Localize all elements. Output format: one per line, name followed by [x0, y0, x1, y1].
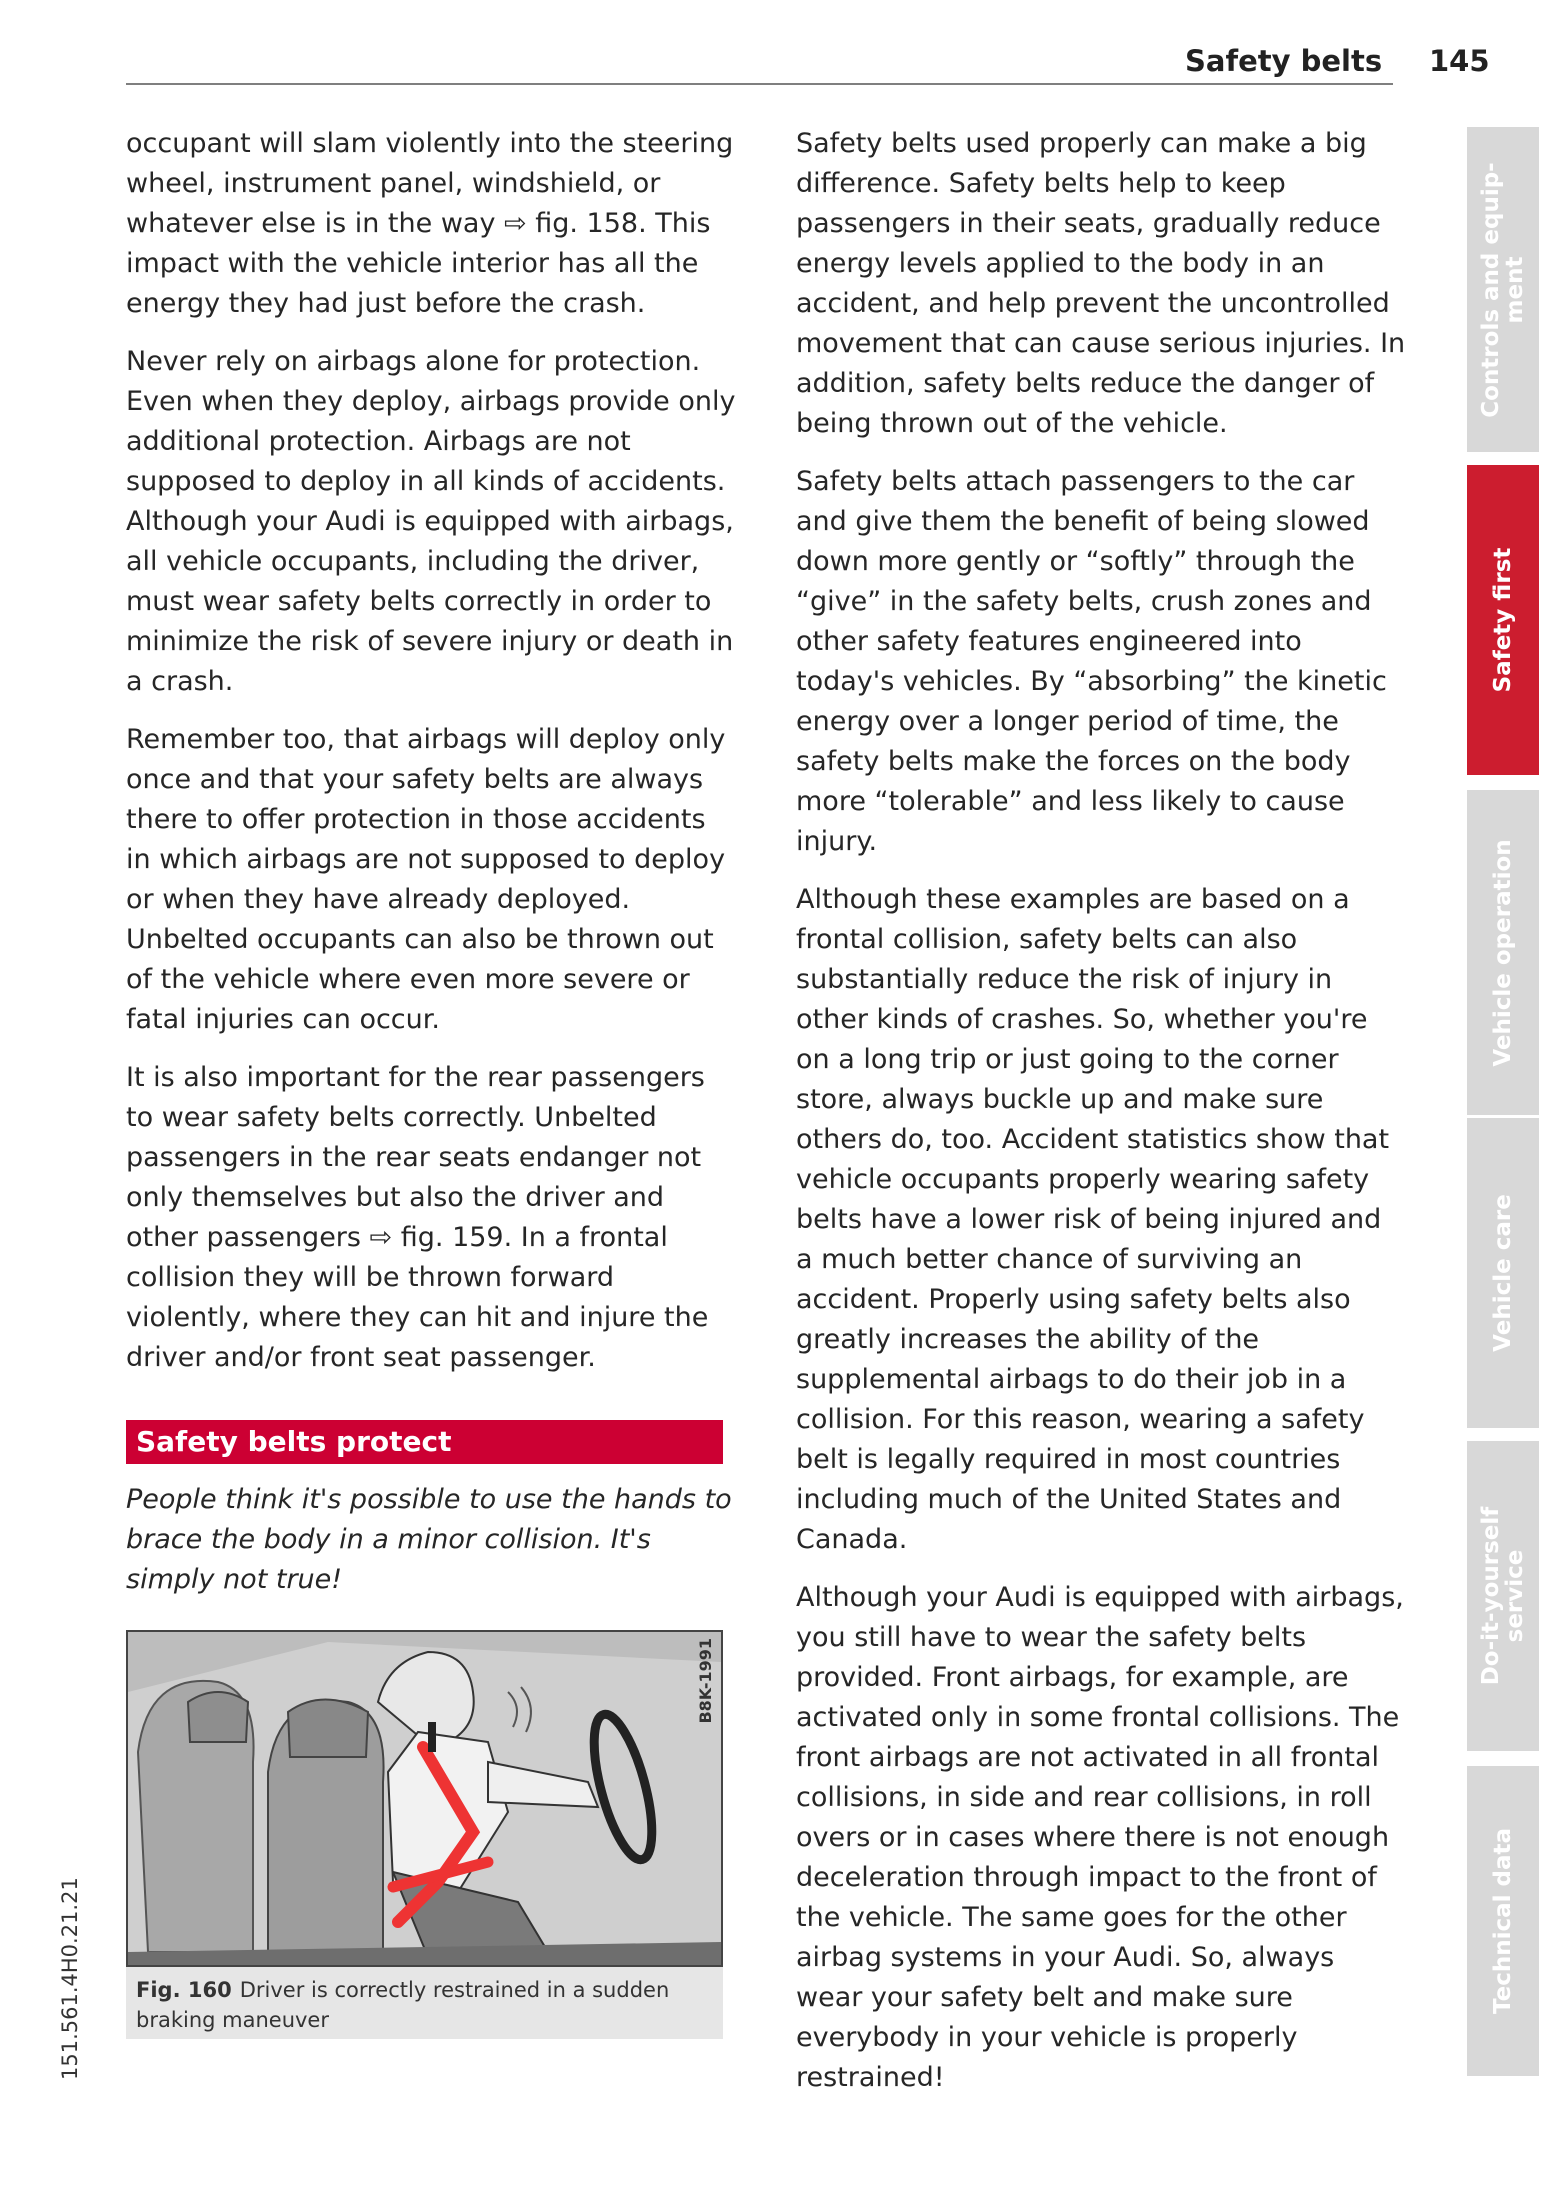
- figure-caption: [126, 1967, 723, 2039]
- paragraph: Remember too, that airbags will deploy only once and that your safety belts are always there to offer protection in those accidents in which airbags are not supposed to deploy or when they have already deployed. Unbelted occupants can also be thrown out of the vehicle where even more severe or fatal injuries can occur.: [126, 724, 726, 1035]
- tab-label: Vehicle care: [1490, 1194, 1516, 1352]
- header-divider: [126, 83, 1393, 85]
- tab-vehicle-operation[interactable]: [1467, 790, 1539, 1115]
- tab-vehicle-care[interactable]: [1467, 1118, 1539, 1428]
- page-number: 145: [1429, 44, 1490, 78]
- paragraph: Although these examples are based on a frontal collision, safety belts can also substantially reduce the risk of injury in other kinds of crashes. So, whether you're on a long trip or just going to the corner store, always buckle up and make sure others do, too. Accident statistics show that vehicle occupants properly wearing safety belts have a lower risk of being injured and a much better chance of surviving an accident. Properly using safety belts also greatly increases the ability of the supplemental airbags to do their job in a collision. For this reason, wearing a safety belt is legally required in most countries including much of the United States and Canada.: [796, 884, 1390, 1555]
- document-code: 151.561.4H0.21.21: [58, 1877, 82, 2080]
- tab-safety-first[interactable]: [1467, 465, 1539, 775]
- running-header-title: Safety belts: [1185, 44, 1383, 78]
- tab-do-it-yourself-service[interactable]: [1467, 1441, 1539, 1751]
- paragraph: Although your Audi is equipped with airbags, you still have to wear the safety belts provided. Front airbags, for example, are activated only in some frontal collisions. The front airbags are not activated in all frontal collisions, in side and rear collisions, in roll overs or in cases where there is not enough deceleration through impact to the front of the vehicle. The same goes for the other airbag systems in your Audi. So, always wear your safety belt and make sure everybody in your vehicle is properly restrained!: [796, 1582, 1404, 2093]
- paragraph: occupant will slam violently into the steering wheel, instrument panel, windshield, or whatever else is in the way ⇨ fig. 158. This impact with the vehicle interior has all the energy they had just before the crash.: [126, 128, 734, 319]
- right-column: [796, 124, 1406, 2116]
- section-heading: Safety belts protect: [126, 1420, 723, 1464]
- tab-technical-data[interactable]: [1467, 1766, 1539, 2076]
- paragraph: Safety belts attach passengers to the car and give them the benefit of being slowed down more gently or “softly” through the “give” in the safety belts, crush zones and other safety features engineered into today's vehicles. By “absorbing” the kinetic energy over a longer period of time, the safety belts make the forces on the body more “tolerable” and less likely to cause injury.: [796, 466, 1387, 857]
- tab-controls-and-equipment[interactable]: [1467, 127, 1539, 452]
- figure-caption-text: Driver is correctly restrained in a sudden braking maneuver: [136, 1978, 670, 2032]
- tab-label: Safety first: [1490, 547, 1516, 693]
- figure-label: Fig. 160: [136, 1978, 232, 2002]
- tab-label: Do-it-yourself service: [1478, 1506, 1528, 1686]
- tab-label: Technical data: [1490, 1827, 1516, 2015]
- driver-illustration: [128, 1632, 721, 1965]
- paragraph: It is also important for the rear passengers to wear safety belts correctly. Unbelted passengers in the rear seats endanger not only themselves but also the driver and other passengers ⇨ fig. 159. In a frontal collision they will be thrown forward violently, where they can hit and injure the driver and/or front seat passenger.: [126, 1062, 709, 1373]
- left-column: [126, 124, 736, 1396]
- tab-label: Controls and equip- ment: [1478, 161, 1528, 418]
- figure-code: B8K-1991: [696, 1638, 715, 1724]
- paragraph: Never rely on airbags alone for protection. Even when they deploy, airbags provide only additional protection. Airbags are not supposed to deploy in all kinds of accidents. Although your Audi is equipped with airbags, all vehicle occupants, including the driver, must wear safety belts correctly in order to minimize the risk of severe injury or death in a crash.: [126, 346, 736, 697]
- figure-illustration: [126, 1630, 723, 1967]
- tab-label: Vehicle operation: [1490, 838, 1516, 1067]
- paragraph: Safety belts used properly can make a big difference. Safety belts help to keep passengers in their seats, gradually reduce energy levels applied to the body in an accident, and help prevent the uncontrolled movement that can cause serious injuries. In addition, safety belts reduce the danger of being thrown out of the vehicle.: [796, 128, 1406, 439]
- section-lead: People think it's possible to use the hands to brace the body in a minor collision. It's simply not true!: [126, 1484, 732, 1595]
